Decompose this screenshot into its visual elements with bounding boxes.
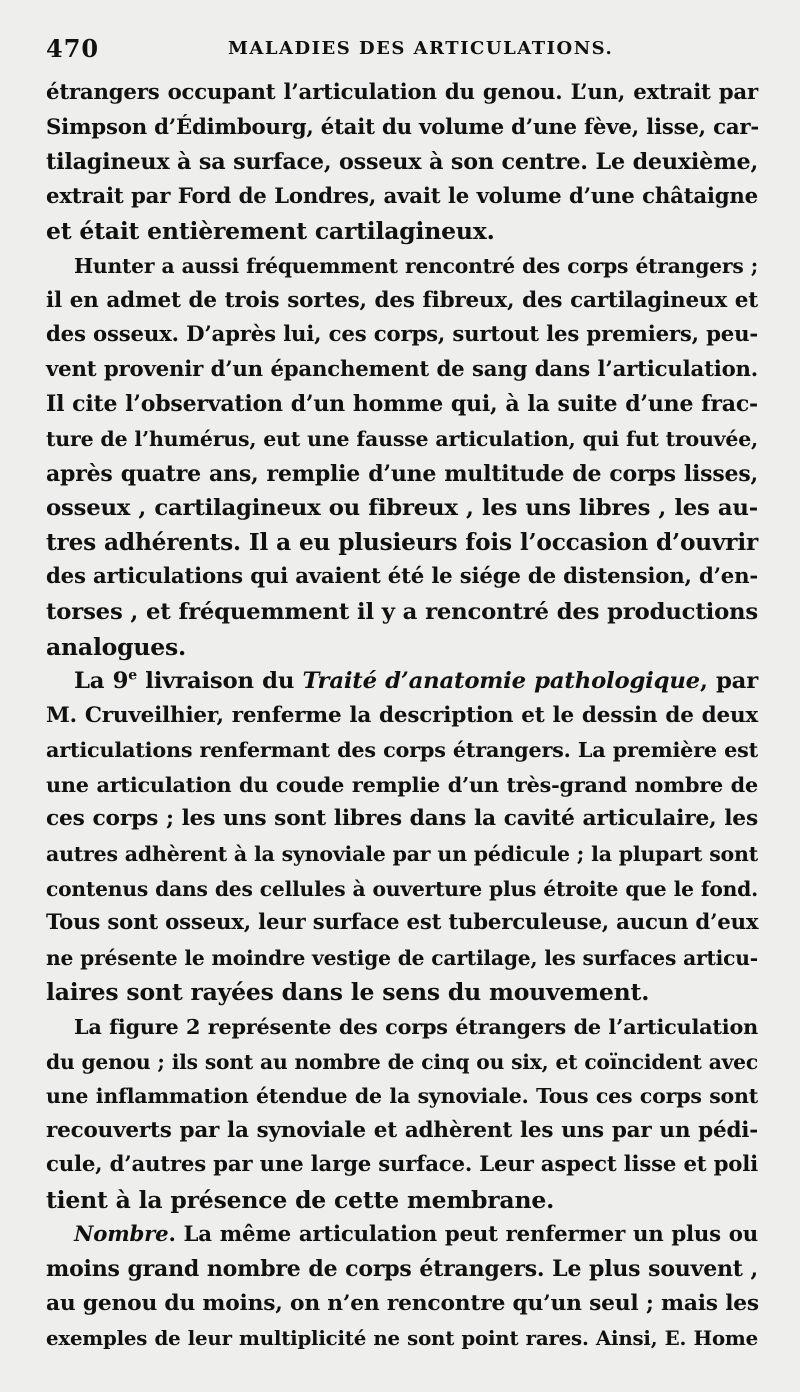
text-line: ne présente le moindre vestige de cartilage, les surfaces articu- (46, 945, 758, 970)
text-line: des osseux. D’après lui, ces corps, surtout les premiers, peu- (46, 322, 758, 348)
text-line: vent provenir d’un épanchement de sang dans l’articulation. (46, 356, 758, 382)
text-line: après quatre ans, remplie d’une multitude de corps lisses, (46, 460, 758, 487)
text-line: une inflammation étendue de la synoviale. Tous ces corps sont (46, 1084, 758, 1109)
text-line: des articulations qui avaient été le siége de distension, d’en- (46, 564, 758, 590)
text-line (46, 664, 758, 699)
text-line: tres adhérents. Il a eu plusieurs fois l’occasion d’ouvrir (46, 528, 758, 556)
text-line: il en admet de trois sortes, des fibreux, des cartilagineux et (46, 287, 758, 313)
text-line: torses , et fréquemment il y a rencontré des productions (46, 598, 758, 625)
text-line: tient à la présence de cette membrane. (46, 1186, 555, 1214)
text-line: exemples de leur multiplicité ne sont point rares. Ainsi, E. Home (46, 1326, 758, 1351)
text-line: autres adhèrent à la synoviale par un pédicule ; la plupart sont (46, 842, 758, 867)
superscript: e (128, 667, 137, 684)
line-fragment: livraison du (136, 668, 303, 695)
line-fragment: , par (699, 668, 758, 695)
italic-term: Nombre (74, 1221, 169, 1247)
text-line: du genou ; ils sont au nombre de cinq ou six, et coïncident avec (46, 1049, 758, 1074)
text-line: cule, d’autres par une large surface. Leur aspect lisse et poli (46, 1152, 758, 1178)
text-line: ture de l’humérus, eut une fausse articulation, qui fut trouvée, (46, 426, 758, 451)
text-line: et était entièrement cartilagineux. (46, 217, 495, 246)
page-number: 470 (46, 34, 100, 63)
page-header (46, 34, 746, 64)
body-text (46, 76, 758, 1356)
text-line (46, 1218, 758, 1253)
line-fragment: La 9 (74, 668, 129, 695)
text-line: ces corps ; les uns sont libres dans la cavité articulaire, les (46, 806, 758, 832)
text-line: extrait par Ford de Londres, avait le volume d’une châtaigne (46, 183, 758, 209)
text-line: analogues. (46, 632, 187, 661)
text-line: osseux , cartilagineux ou fibreux , les uns libres , les au- (46, 495, 758, 522)
text-line: une articulation du coude remplie d’un très-grand nombre de (46, 772, 758, 797)
text-line: articulations renfermant des corps étrangers. La première est (46, 738, 758, 763)
italic-title: Traité d’anatomie pathologique (302, 668, 700, 695)
text-line: M. Cruveilhier, renferme la description et le dessin de deux (46, 702, 758, 728)
text-line: La figure 2 représente des corps étrangers de l’articulation (74, 1015, 758, 1040)
line-fragment: . La même articulation peut renfermer un plus ou (168, 1221, 758, 1247)
text-line: recouverts par la synoviale et adhèrent les uns par un pédi- (46, 1117, 758, 1143)
text-line: laires sont rayées dans le sens du mouvement. (46, 978, 650, 1007)
text-line: Hunter a aussi fréquemment rencontré des corps étrangers ; (74, 253, 758, 278)
text-line: Tous sont osseux, leur surface est tuberculeuse, aucun d’eux (46, 910, 759, 936)
text-line: contenus dans des cellules à ouverture plus étroite que le fond. (46, 876, 758, 901)
text-line: étrangers occupant l’articulation du genou. L’un, extrait par (46, 80, 758, 105)
text-line: moins grand nombre de corps étrangers. Le plus souvent , (46, 1256, 758, 1283)
running-head: MALADIES DES ARTICULATIONS. (228, 38, 614, 59)
text-line: Il cite l’observation d’un homme qui, à la suite d’une frac- (46, 391, 758, 418)
text-line: tilagineux à sa surface, osseux à son centre. Le deuxième, (46, 149, 758, 176)
text-line: Simpson d’Édimbourg, était du volume d’une fève, lisse, car- (46, 114, 760, 140)
text-line: au genou du moins, on n’en rencontre qu’un seul ; mais les (46, 1290, 759, 1316)
